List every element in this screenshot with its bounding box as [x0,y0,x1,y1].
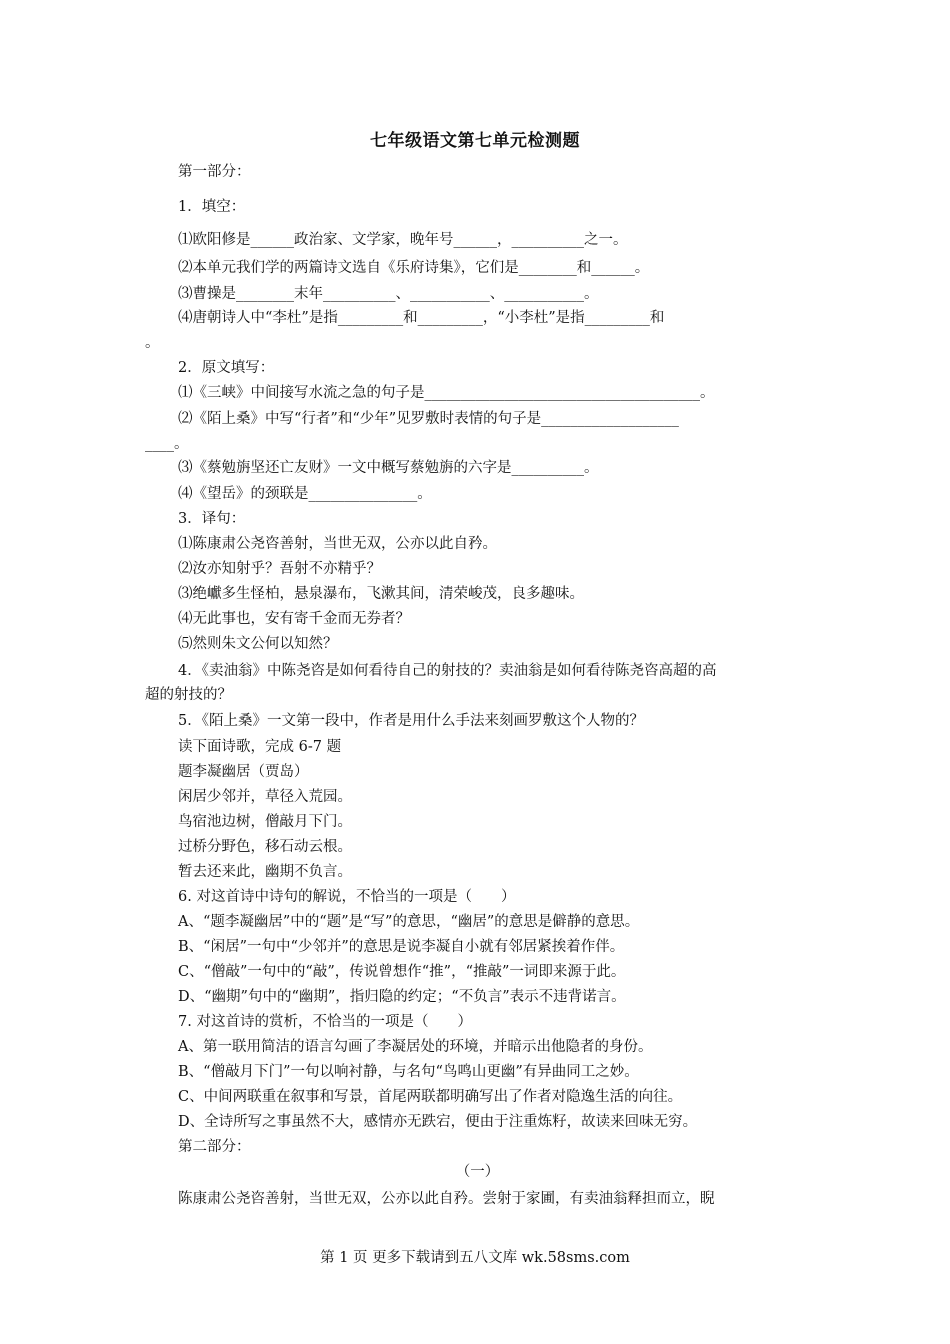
passage-line: 陈康肃公尧咨善射，当世无双，公亦以此自矜。尝射于家圃，有卖油翁释担而立，睨 [178,1191,715,1207]
question-line: ⑵本单元我们学的两篇诗文选自《乐府诗集》，它们是________和______。 [178,260,650,276]
page-footer: 第 1 页 更多下载请到五八文库 wk.58sms.com [320,1250,630,1266]
question-line: ⑶《蔡勉旃坚还亡友财》一文中概写蔡勉旃的六字是__________。 [178,460,599,476]
option-line: B、“闲居”一句中“少邻并”的意思是说李凝自小就有邻居紧挨着作伴。 [178,939,625,955]
question-heading: 2．原文填写： [178,360,275,376]
passage-number: （一） [455,1164,500,1180]
question-line: 4．《卖油翁》中陈尧咨是如何看待自己的射技的？卖油翁是如何看待陈尧咨高超的高 [178,663,717,679]
poem-line: 鸟宿池边树，僧敲月下门。 [178,814,352,830]
question-heading: 3．译句： [178,511,246,527]
option-line: D、全诗所写之事虽然不大，感情亦无跌宕，便由于注重炼籽，故读来回味无穷。 [178,1114,698,1130]
question-line: 7. 对这首诗的赏析，不恰当的一项是（ ） [178,1014,472,1030]
question-line: 5．《陌上桑》一文第一段中，作者是用什么手法来刻画罗敷这个人物的？ [178,713,644,729]
option-line: D、“幽期”句中的“幽期”，指归隐的约定；“不负言”表示不违背诺言。 [178,989,626,1005]
question-line-cont: 。 [145,335,160,351]
option-line: C、“僧敲”一句中的“敲”，传说曾想作“推”，“推敲”一词即来源于此。 [178,964,626,980]
question-line: ⑵《陌上桑》中写“行者”和“少年”见罗敷时表情的句子是___________________ [178,411,679,427]
option-line: C、中间两联重在叙事和写景，首尾两联都明确写出了作者对隐逸生活的向往。 [178,1089,683,1105]
instruction-line: 读下面诗歌，完成 6-7 题 [178,739,342,755]
question-heading: 1．填空： [178,199,246,215]
question-line: ⑴《三峡》中间接写水流之急的句子是______________________________________。 [178,385,715,401]
question-line: ⑴欧阳修是______政治家、文学家，晚年号______，__________之一。 [178,232,628,248]
question-line: ⑷唐朝诗人中“李杜”是指_________和_________，“小李杜”是指_________和 [178,310,665,326]
poem-line: 过桥分野色，移石动云根。 [178,839,352,855]
question-line: ⑷无此事也，安有寄千金而无券者？ [178,611,410,627]
section-heading: 第二部分： [178,1139,251,1155]
poem-line: 暂去还来此，幽期不负言。 [178,864,352,880]
question-line: ⑶绝巘多生怪柏，悬泉瀑布，飞漱其间，清荣峻茂，良多趣味。 [178,586,584,602]
option-line: A、第一联用简洁的语言勾画了李凝居处的环境，并暗示出他隐者的身份。 [178,1039,653,1055]
question-line: ⑴陈康肃公尧咨善射，当世无双，公亦以此自矜。 [178,536,497,552]
option-line: B、“僧敲月下门”一句以响衬静，与名句“鸟鸣山更幽”有异曲同工之妙。 [178,1064,639,1080]
poem-title: 题李凝幽居（贾岛） [178,764,309,780]
question-line: ⑸然则朱文公何以知然？ [178,636,338,652]
poem-line: 闲居少邻并，草径入荒园。 [178,789,352,805]
option-line: A、“题李凝幽居”中的“题”是“写”的意思，“幽居”的意思是僻静的意思。 [178,914,640,930]
question-line-cont: 超的射技的？ [145,687,232,703]
question-line: ⑷《望岳》的颈联是_______________。 [178,486,432,502]
question-line: ⑶曹操是________末年__________、___________、___________。 [178,286,599,302]
question-line: ⑵汝亦知射乎？吾射不亦精乎？ [178,561,381,577]
section-heading: 第一部分： [178,164,251,180]
document-title: 七年级语文第七单元检测题 [370,131,580,151]
question-line-cont: ____。 [145,436,189,452]
question-line: 6. 对这首诗中诗句的解说，不恰当的一项是（ ） [178,889,516,905]
